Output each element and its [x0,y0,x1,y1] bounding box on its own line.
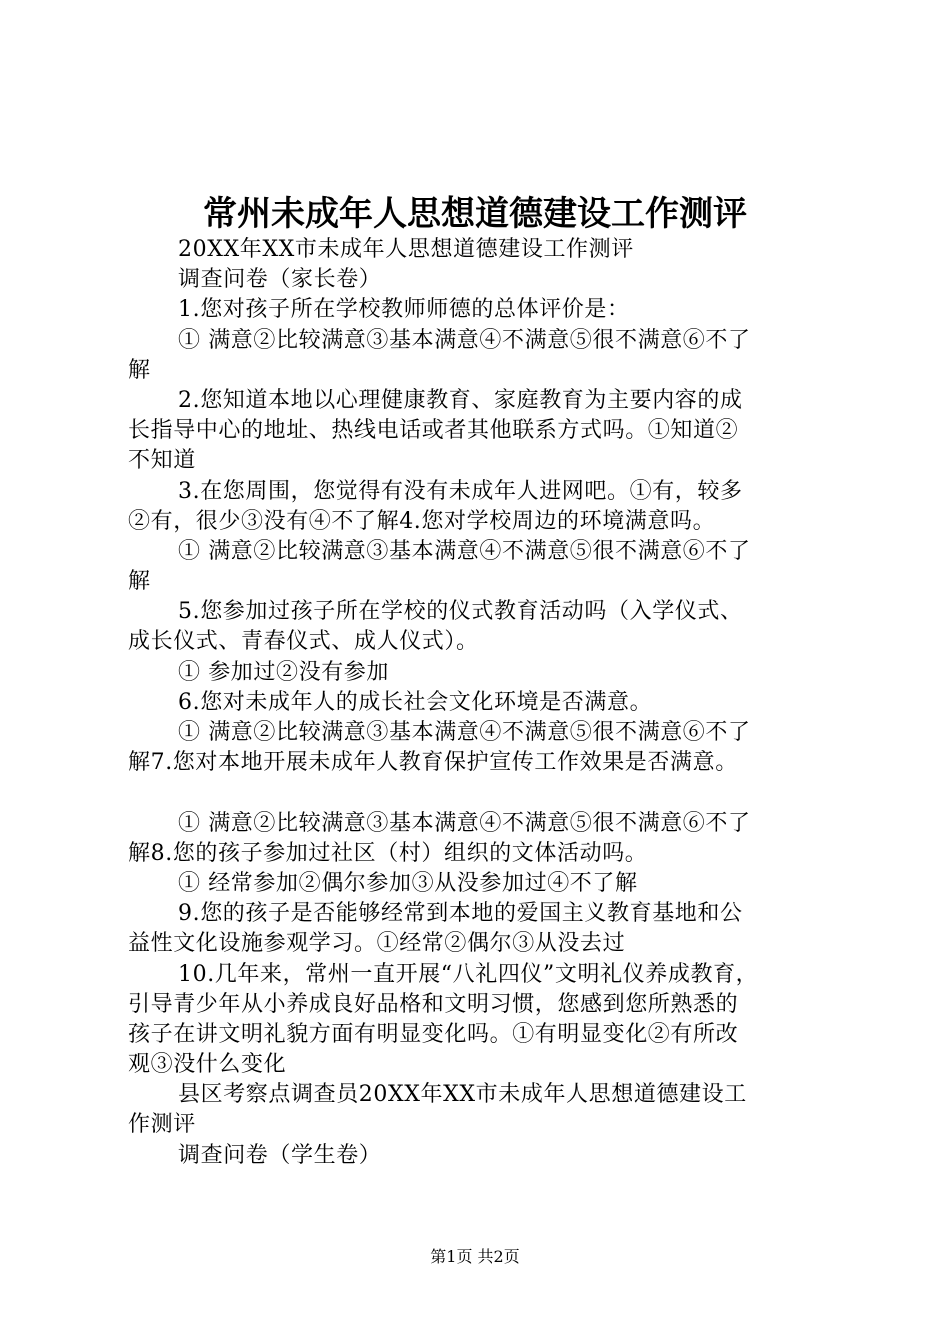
paragraph-line: 观③没什么变化 [128,1052,287,1078]
paragraph-line: 解 [128,357,151,383]
paragraph-line: 1.您对孩子所在学校教师师德的总体评价是： [178,297,630,323]
paragraph-line: 益性文化设施参观学习。①经常②偶尔③从没去过 [128,931,626,957]
document-title: 常州未成年人思想道德建设工作测评 [203,194,747,234]
blank-line [128,778,833,808]
paragraph-line: 不知道 [128,448,196,474]
paragraph-line: 9.您的孩子是否能够经常到本地的爱国主义教育基地和公 [178,901,743,927]
paragraph-line: ① 满意②比较满意③基本满意④不满意⑤很不满意⑥不了 [178,327,751,353]
paragraph-line: ① 满意②比较满意③基本满意④不满意⑤很不满意⑥不了 [178,720,751,745]
paragraph-line: 孩子在讲文明礼貌方面有明显变化吗。①有明显变化②有所改 [128,1021,739,1047]
paragraph-line: 2.您知道本地以心理健康教育、家庭教育为主要内容的成 [178,387,743,413]
paragraph-line: 引导青少年从小养成良好品格和文明习惯，您感到您所熟悉的 [128,991,739,1017]
paragraph-line: 解 [128,569,151,595]
paragraph-line: ②有，很少③没有④不了解4.您对学校周边的环境满意吗。 [128,508,716,534]
paragraph-line: 5.您参加过孩子所在学校的仪式教育活动吗（入学仪式、 [178,599,743,625]
paragraph-line: 解8.您的孩子参加过社区（村）组织的文体活动吗。 [128,840,648,866]
paragraph-line: 20XX年XX市未成年人思想道德建设工作测评 [178,237,634,262]
paragraph-line: 3.在您周围，您觉得有没有未成年人进网吧。①有，较多 [178,478,743,504]
paragraph-line: ① 满意②比较满意③基本满意④不满意⑤很不满意⑥不了 [178,538,751,564]
paragraph-line: 调查问卷（家长卷） [178,267,382,293]
paragraph-line: 成长仪式、青春仪式、成人仪式）。 [128,629,479,655]
paragraph-line: ① 参加过②没有参加 [178,659,389,685]
paragraph-line: 县区考察点调查员20XX年XX市未成年人思想道德建设工 [178,1082,747,1108]
paragraph-line: 6.您对未成年人的成长社会文化环境是否满意。 [178,689,653,715]
paragraph-line: 作测评 [128,1112,196,1138]
page-footer: 第1页 共2页 [430,1247,520,1266]
paragraph-line: 调查问卷（学生卷） [178,1142,382,1168]
paragraph-line: ① 满意②比较满意③基本满意④不满意⑤很不满意⑥不了 [178,810,751,836]
paragraph-line: 解7.您对本地开展未成年人教育保护宣传工作效果是否满意。 [128,750,738,776]
paragraph-line: 10.几年来，常州一直开展“八礼四仪”文明礼仪养成教育， [178,961,759,987]
paragraph-line: 长指导中心的地址、热线电话或者其他联系方式吗。①知道② [128,418,739,444]
paragraph-line: ① 经常参加②偶尔参加③从没参加过④不了解 [178,870,638,896]
document-body [128,235,833,1171]
